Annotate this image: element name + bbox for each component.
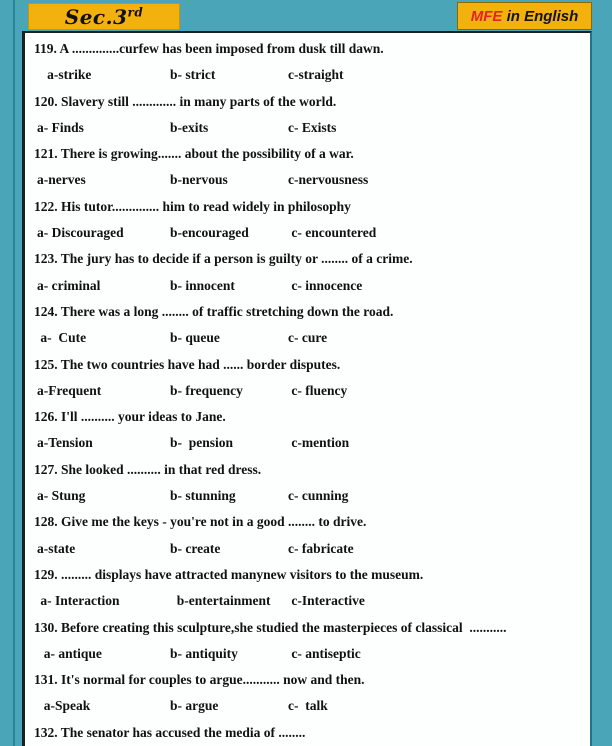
section-superscript: rd xyxy=(127,4,144,19)
option-119-c: c-straight xyxy=(288,67,344,83)
question-127: 127. She looked .......... in that red dress. xyxy=(34,461,262,477)
options-128 xyxy=(30,536,590,562)
question-121: 121. There is growing....... about the possibility of a war. xyxy=(34,146,354,162)
option-120-a: a- Finds xyxy=(37,119,84,135)
options-126 xyxy=(30,430,590,456)
option-127-c: c- cunning xyxy=(288,488,349,504)
brand-name-rest: in English xyxy=(502,7,579,25)
option-131-a: a-Speak xyxy=(37,698,91,714)
option-125-c: c- fluency xyxy=(288,382,348,398)
option-128-c: c- fabricate xyxy=(288,540,354,556)
question-119: 119. A ..............curfew has been imposed from dusk till dawn. xyxy=(34,41,384,56)
option-123-b: b- innocent xyxy=(170,277,235,293)
options-125 xyxy=(30,378,590,404)
brand-name-mfe: MFE xyxy=(470,7,503,25)
option-123-a: a- criminal xyxy=(37,277,101,293)
option-129-a: a- Interaction xyxy=(37,593,120,609)
option-121-b: b-nervous xyxy=(170,172,228,188)
option-128-b: b- create xyxy=(170,540,221,556)
option-122-c: c- encountered xyxy=(288,225,377,241)
option-122-a: a- Discouraged xyxy=(37,225,124,241)
question-131: 131. It's normal for couples to argue........... now and then. xyxy=(34,672,365,688)
option-127-a: a- Stung xyxy=(37,488,86,504)
left-accent-line xyxy=(13,0,15,746)
option-120-c: c- Exists xyxy=(288,119,337,135)
options-123 xyxy=(30,273,590,299)
option-121-c: c-nervousness xyxy=(288,172,369,188)
option-124-c: c- cure xyxy=(288,330,328,346)
option-120-b: b-exits xyxy=(170,119,209,135)
section-badge xyxy=(28,3,180,30)
question-122: 122. His tutor.............. him to read widely in philosophy xyxy=(34,198,351,214)
question-120: 120. Slavery still ............. in many parts of the world. xyxy=(34,93,337,109)
question-129: 129. ......... displays have attracted manynew visitors to the museum. xyxy=(34,566,424,582)
options-120 xyxy=(30,115,590,141)
option-123-c: c- innocence xyxy=(288,277,363,293)
option-124-a: a- Cute xyxy=(37,330,87,346)
options-130 xyxy=(30,641,590,667)
option-131-c: c- talk xyxy=(288,698,328,714)
option-122-b: b-encouraged xyxy=(170,225,249,241)
option-121-a: a-nerves xyxy=(37,172,86,188)
option-126-a: a-Tension xyxy=(37,435,93,451)
question-123: 123. The jury has to decide if a person is guilty or ........ of a crime. xyxy=(34,251,413,267)
option-130-c: c- antiseptic xyxy=(288,645,361,661)
option-125-b: b- frequency xyxy=(170,382,243,398)
option-130-a: a- antique xyxy=(37,645,102,661)
options-129 xyxy=(30,588,590,614)
question-sheet xyxy=(22,31,592,746)
option-126-b: b- pension xyxy=(170,435,234,451)
option-119-b: b- strict xyxy=(170,67,216,83)
question-128: 128. Give me the keys - you're not in a good ........ to drive. xyxy=(34,514,367,530)
brand-badge xyxy=(457,2,592,30)
options-122 xyxy=(30,220,590,246)
option-127-b: b- stunning xyxy=(170,488,236,504)
options-131 xyxy=(30,693,590,719)
question-130: 130. Before creating this sculpture,she studied the masterpieces of classical ........... xyxy=(34,619,507,635)
option-130-b: b- antiquity xyxy=(170,645,238,661)
question-124: 124. There was a long ........ of traffic stretching down the road. xyxy=(34,303,394,319)
option-119-a: a-strike xyxy=(37,67,92,83)
options-121 xyxy=(30,167,590,193)
option-125-a: a-Frequent xyxy=(37,382,102,398)
options-119 xyxy=(30,62,590,88)
option-129-b: b-entertainment xyxy=(170,593,271,609)
question-126: 126. I'll .......... your ideas to Jane. xyxy=(34,409,226,425)
section-label: Sec.3rd xyxy=(64,4,144,29)
question-125: 125. The two countries have had ...... border disputes. xyxy=(34,356,341,372)
option-126-c: c-mention xyxy=(288,435,350,451)
questions-list xyxy=(30,36,590,746)
option-124-b: b- queue xyxy=(170,330,220,346)
option-131-b: b- argue xyxy=(170,698,219,714)
question-132: 132. The senator has accused the media of ........ xyxy=(34,724,306,740)
options-127 xyxy=(30,483,590,509)
options-124 xyxy=(30,325,590,351)
option-129-c: c-Interactive xyxy=(288,593,365,609)
option-128-a: a-state xyxy=(37,540,76,556)
